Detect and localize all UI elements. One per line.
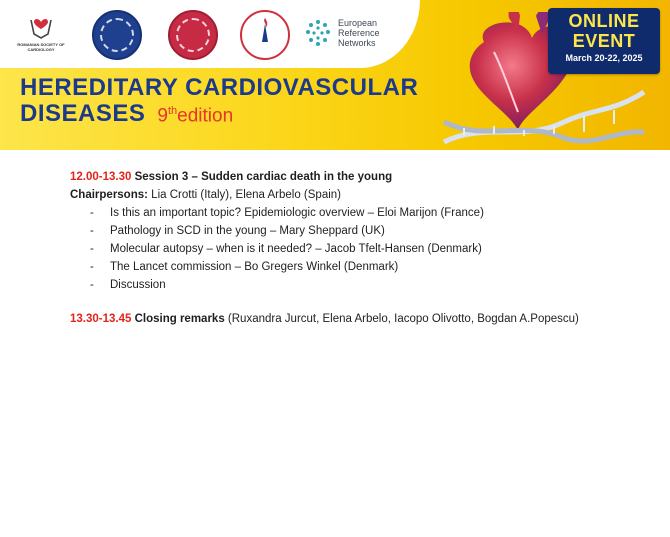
talk-title: The Lancet commission – Bo Gregers Winkel (Denmark) — [110, 261, 399, 273]
heart-torch-logo — [240, 10, 290, 60]
event-line2: EVENT — [572, 31, 636, 51]
dash-bullet: - — [90, 243, 94, 255]
ern-text-line: Networks — [338, 38, 376, 48]
session-title: Session 3 – Sudden cardiac death in the young — [134, 171, 393, 183]
ern-text-line: Reference — [338, 28, 380, 38]
event-title-line2 — [20, 100, 233, 128]
session-time: 12.00-13.30 — [70, 171, 132, 183]
event-title-line1: HEREDITARY CARDIOVASCULAR — [20, 74, 419, 101]
dash-bullet: - — [90, 225, 94, 237]
closing-block — [70, 310, 590, 328]
session-heading — [70, 168, 650, 186]
edition-suffix: th — [167, 104, 178, 117]
chairpersons-line — [70, 186, 650, 204]
list-item — [70, 204, 650, 222]
list-item — [70, 240, 650, 258]
closing-speakers: (Ruxandra Jurcut, Elena Arbelo, Iacopo Olivotto, Bogdan A.Popescu) — [227, 313, 579, 325]
talk-title: Discussion — [110, 279, 166, 291]
cardio-seal-logo — [168, 10, 218, 60]
ern-text-line: European — [338, 18, 378, 28]
closing-title: Closing remarks — [134, 313, 225, 325]
talk-title: Pathology in SCD in the young – Mary Sheppard (UK) — [110, 225, 385, 237]
chairpersons-names: Lia Crotti (Italy), Elena Arbelo (Spain) — [151, 189, 342, 201]
event-banner — [0, 0, 670, 150]
torch-icon — [242, 12, 288, 58]
talk-title: Is this an important topic? Epidemiologic overview – Eloi Marijon (France) — [110, 207, 484, 219]
closing-time: 13.30-13.45 — [70, 313, 132, 325]
dash-bullet: - — [90, 279, 94, 291]
logo-strip — [0, 0, 420, 68]
edition-label — [157, 105, 233, 127]
event-line1: ONLINE — [568, 11, 640, 31]
ern-logo-text — [338, 18, 380, 48]
university-seal-logo — [92, 10, 142, 60]
list-item — [70, 276, 650, 294]
talk-title: Molecular autopsy – when is it needed? – Jacob Tfelt-Hansen (Denmark) — [110, 243, 482, 255]
rsc-logo-text: ROMANIAN SOCIETY OF CARDIOLOGY — [17, 42, 65, 52]
session-block — [70, 168, 650, 294]
dash-bullet: - — [90, 261, 94, 273]
heart-hands-icon — [26, 10, 56, 40]
list-item — [70, 222, 650, 240]
event-title-diseases: DISEASES — [20, 100, 146, 127]
ern-dots-icon — [304, 19, 332, 47]
edition-number: 9 — [157, 105, 168, 126]
edition-word: edition — [177, 105, 234, 126]
dash-bullet: - — [90, 207, 94, 219]
romanian-society-of-cardiology-logo — [16, 10, 66, 52]
event-date: March 20-22, 2025 — [565, 53, 643, 63]
european-reference-networks-logo — [304, 18, 380, 48]
chairpersons-label: Chairpersons: — [70, 189, 148, 201]
list-item — [70, 258, 650, 276]
online-event-badge — [548, 8, 660, 74]
